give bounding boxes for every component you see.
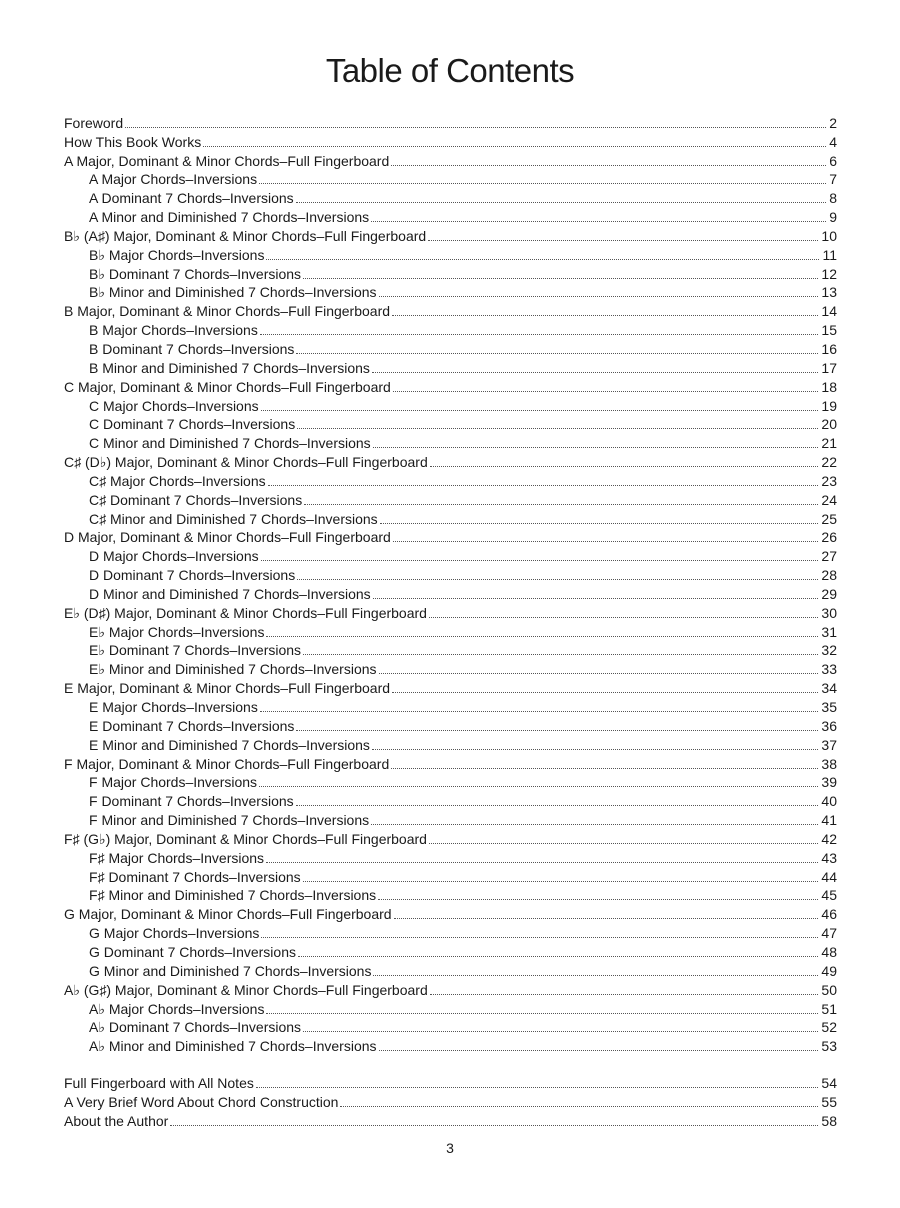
toc-entry-page: 22 xyxy=(821,454,837,471)
dot-leader xyxy=(379,296,819,297)
toc-entry-label: E Dominant 7 Chords–Inversions xyxy=(89,717,295,734)
page-number: 3 xyxy=(446,1140,454,1156)
toc-entry-label: A Major, Dominant & Minor Chords–Full Fingerboard xyxy=(64,152,390,169)
toc-entry-label: F Dominant 7 Chords–Inversions xyxy=(89,793,294,810)
toc-entry-label: G Major, Dominant & Minor Chords–Full Fingerboard xyxy=(64,906,392,923)
toc-entry-page: 6 xyxy=(829,152,837,169)
dot-leader xyxy=(303,881,819,882)
dot-leader xyxy=(266,862,818,863)
dot-leader xyxy=(297,579,818,580)
toc-entry-page: 48 xyxy=(821,943,837,960)
toc-entry-label: B Major, Dominant & Minor Chords–Full Fingerboard xyxy=(64,303,391,320)
toc-entry[interactable] xyxy=(64,602,837,621)
toc-subentry[interactable] xyxy=(64,432,837,451)
dot-leader xyxy=(373,975,818,976)
toc-entry[interactable] xyxy=(64,1110,837,1129)
toc-group xyxy=(64,1072,837,1129)
toc-subentry[interactable] xyxy=(64,696,837,715)
toc-entry-label: C Dominant 7 Chords–Inversions xyxy=(89,416,296,433)
dot-leader xyxy=(298,956,818,957)
toc-entry-page: 12 xyxy=(821,265,837,282)
toc-entry-label: C Major Chords–Inversions xyxy=(89,397,259,414)
dot-leader xyxy=(373,598,819,599)
toc-entry-label: G Dominant 7 Chords–Inversions xyxy=(89,943,296,960)
dot-leader xyxy=(379,673,819,674)
toc-subentry[interactable] xyxy=(64,621,837,640)
toc-entry-label: A Very Brief Word About Chord Construction xyxy=(64,1093,339,1110)
toc-entry-label: C♯ (D♭) Major, Dominant & Minor Chords–Full Fingerboard xyxy=(64,454,428,471)
toc-entry-label: A♭ Dominant 7 Chords–Inversions xyxy=(89,1019,302,1036)
dot-leader xyxy=(296,805,819,806)
dot-leader xyxy=(259,183,826,184)
toc-subentry[interactable] xyxy=(64,1017,837,1036)
toc-entry[interactable] xyxy=(64,300,837,319)
toc-entry[interactable] xyxy=(64,131,837,150)
toc-entry-page: 34 xyxy=(821,680,837,697)
toc-entry-page: 45 xyxy=(821,887,837,904)
toc-entry-page: 24 xyxy=(821,491,837,508)
toc-subentry[interactable] xyxy=(64,1035,837,1054)
toc-entry-label: How This Book Works xyxy=(64,133,202,150)
toc-entry[interactable] xyxy=(64,903,837,922)
toc-entry-page: 23 xyxy=(821,472,837,489)
toc-entry-page: 21 xyxy=(821,435,837,452)
toc-subentry[interactable] xyxy=(64,263,837,282)
toc-entry-page: 13 xyxy=(821,284,837,301)
toc-entry-label: E Major, Dominant & Minor Chords–Full Fingerboard xyxy=(64,680,391,697)
toc-entry-label: G Major Chords–Inversions xyxy=(89,925,260,942)
toc-entry-page: 42 xyxy=(821,830,837,847)
dot-leader xyxy=(392,315,818,316)
dot-leader xyxy=(392,692,818,693)
toc-entry-label: F Major, Dominant & Minor Chords–Full Fingerboard xyxy=(64,755,390,772)
dot-leader xyxy=(260,711,819,712)
toc-entry-label: F Major Chords–Inversions xyxy=(89,774,258,791)
dot-leader xyxy=(430,994,819,995)
toc-entry-label: B♭ Minor and Diminished 7 Chords–Inversions xyxy=(89,284,377,301)
dot-leader xyxy=(261,410,819,411)
dot-leader xyxy=(266,1013,818,1014)
toc-entry-page: 15 xyxy=(821,322,837,339)
dot-leader xyxy=(296,202,827,203)
dot-leader xyxy=(256,1087,819,1088)
toc-entry-label: A♭ Major Chords–Inversions xyxy=(89,1000,265,1017)
toc-entry-page: 25 xyxy=(821,510,837,527)
toc-entry-label: B Major Chords–Inversions xyxy=(89,322,258,339)
dot-leader xyxy=(259,786,818,787)
dot-leader xyxy=(379,1050,819,1051)
toc-entry[interactable] xyxy=(64,451,837,470)
toc-entry[interactable] xyxy=(64,753,837,772)
toc-entry[interactable] xyxy=(64,112,837,131)
dot-leader xyxy=(268,485,819,486)
toc-entry-page: 33 xyxy=(821,661,837,678)
dot-leader xyxy=(303,1031,818,1032)
dot-leader xyxy=(393,391,819,392)
page-title: Table of Contents xyxy=(325,52,575,89)
toc-subentry[interactable] xyxy=(64,847,837,866)
dot-leader xyxy=(372,372,819,373)
dot-leader xyxy=(372,749,819,750)
toc-entry-label: Full Fingerboard with All Notes xyxy=(64,1075,254,1092)
toc-entry-label: C♯ Dominant 7 Chords–Inversions xyxy=(89,491,303,508)
toc-entry-label: B♭ (A♯) Major, Dominant & Minor Chords–Full Fingerboard xyxy=(64,227,427,244)
dot-leader xyxy=(266,259,819,260)
dot-leader xyxy=(303,654,818,655)
toc-entry-page: 9 xyxy=(829,209,837,226)
toc-entry-page: 10 xyxy=(821,227,837,244)
toc-entry-page: 30 xyxy=(821,604,837,621)
toc-entry-page: 29 xyxy=(821,585,837,602)
toc-subentry[interactable] xyxy=(64,338,837,357)
toc-entry-label: F♯ Dominant 7 Chords–Inversions xyxy=(89,868,301,885)
toc-entry-page: 7 xyxy=(829,171,837,188)
toc-entry-label: A Major Chords–Inversions xyxy=(89,171,258,188)
toc-subentry[interactable] xyxy=(64,809,837,828)
dot-leader xyxy=(429,617,818,618)
toc-entry-page: 58 xyxy=(821,1112,837,1129)
dot-leader xyxy=(303,278,818,279)
dot-leader xyxy=(430,466,819,467)
toc-entry-label: Foreword xyxy=(64,114,124,131)
toc-entry-page: 50 xyxy=(821,981,837,998)
toc-entry[interactable] xyxy=(64,677,837,696)
toc-entry-label: G Minor and Diminished 7 Chords–Inversions xyxy=(89,962,372,979)
toc-entry-label: C♯ Major Chords–Inversions xyxy=(89,472,266,489)
dot-leader xyxy=(391,768,818,769)
dot-leader xyxy=(125,127,826,128)
toc-entry-label: E♭ Major Chords–Inversions xyxy=(89,623,265,640)
toc-entry-label: D Major, Dominant & Minor Chords–Full Fingerboard xyxy=(64,529,391,546)
dot-leader xyxy=(297,428,818,429)
toc-entry-page: 51 xyxy=(821,1000,837,1017)
toc-entry-label: F♯ Minor and Diminished 7 Chords–Inversions xyxy=(89,887,377,904)
toc-subentry[interactable] xyxy=(64,395,837,414)
dot-leader xyxy=(371,221,826,222)
toc-entry-label: E♭ Dominant 7 Chords–Inversions xyxy=(89,642,302,659)
toc-entry[interactable] xyxy=(64,150,837,169)
toc-entry-label: B♭ Dominant 7 Chords–Inversions xyxy=(89,265,302,282)
toc-entry-page: 26 xyxy=(821,529,837,546)
toc-entry[interactable] xyxy=(64,979,837,998)
toc-subentry[interactable] xyxy=(64,282,837,301)
toc-entry-label: C Major, Dominant & Minor Chords–Full Fingerboard xyxy=(64,378,391,395)
toc-subentry[interactable] xyxy=(64,169,837,188)
toc-entry[interactable] xyxy=(64,1091,837,1110)
dot-leader xyxy=(170,1125,818,1126)
toc-entry-page: 47 xyxy=(821,925,837,942)
toc-entry-label: B Dominant 7 Chords–Inversions xyxy=(89,340,295,357)
toc-subentry[interactable] xyxy=(64,583,837,602)
toc-subentry[interactable] xyxy=(64,772,837,791)
toc-entry-page: 44 xyxy=(821,868,837,885)
toc-entry-page: 43 xyxy=(821,849,837,866)
toc-entry-page: 4 xyxy=(829,133,837,150)
toc-entry-label: A Minor and Diminished 7 Chords–Inversions xyxy=(89,209,370,226)
toc-subentry[interactable] xyxy=(64,941,837,960)
toc-subentry[interactable] xyxy=(64,998,837,1017)
toc-entry-page: 11 xyxy=(822,246,837,263)
toc-entry-label: F♯ Major Chords–Inversions xyxy=(89,849,265,866)
dot-leader xyxy=(391,165,826,166)
dot-leader xyxy=(261,560,819,561)
toc-subentry[interactable] xyxy=(64,866,837,885)
toc-subentry[interactable] xyxy=(64,734,837,753)
toc-entry-page: 38 xyxy=(821,755,837,772)
toc-entry-label: A♭ Minor and Diminished 7 Chords–Inversions xyxy=(89,1038,377,1055)
toc-entry-page: 46 xyxy=(821,906,837,923)
toc-entry-page: 32 xyxy=(821,642,837,659)
toc-entry-label: D Major Chords–Inversions xyxy=(89,548,259,565)
dot-leader xyxy=(261,937,818,938)
toc-entry-label: E Minor and Diminished 7 Chords–Inversions xyxy=(89,736,370,753)
dot-leader xyxy=(266,636,818,637)
dot-leader xyxy=(371,824,818,825)
toc-subentry[interactable] xyxy=(64,319,837,338)
toc-entry-page: 54 xyxy=(821,1075,837,1092)
toc-subentry[interactable] xyxy=(64,545,837,564)
toc-entry-label: C Minor and Diminished 7 Chords–Inversions xyxy=(89,435,371,452)
toc-subentry[interactable] xyxy=(64,960,837,979)
toc-subentry[interactable] xyxy=(64,206,837,225)
toc-subentry[interactable] xyxy=(64,489,837,508)
toc-subentry[interactable] xyxy=(64,885,837,904)
toc-entry-label: C♯ Minor and Diminished 7 Chords–Inversions xyxy=(89,510,378,527)
dot-leader xyxy=(304,504,818,505)
toc-entry-page: 49 xyxy=(821,962,837,979)
toc-subentry[interactable] xyxy=(64,357,837,376)
toc-entry-page: 8 xyxy=(829,190,837,207)
toc-entry-page: 17 xyxy=(821,359,837,376)
toc-entry-label: A♭ (G♯) Major, Dominant & Minor Chords–Full Fingerboard xyxy=(64,981,428,998)
toc-entry-page: 40 xyxy=(821,793,837,810)
toc-entry-page: 27 xyxy=(821,548,837,565)
toc-entry[interactable] xyxy=(64,225,837,244)
toc-subentry[interactable] xyxy=(64,187,837,206)
dot-leader xyxy=(296,730,818,731)
dot-leader xyxy=(393,541,819,542)
dot-leader xyxy=(296,353,818,354)
toc-entry-label: D Minor and Diminished 7 Chords–Inversions xyxy=(89,585,371,602)
toc-entry-label: B♭ Major Chords–Inversions xyxy=(89,246,265,263)
dot-leader xyxy=(373,447,819,448)
toc-subentry[interactable] xyxy=(64,414,837,433)
dot-leader xyxy=(428,240,818,241)
toc-entry-page: 53 xyxy=(821,1038,837,1055)
toc-entry-page: 52 xyxy=(821,1019,837,1036)
dot-leader xyxy=(394,918,819,919)
toc-entry-label: D Dominant 7 Chords–Inversions xyxy=(89,567,296,584)
toc-entry-page: 55 xyxy=(821,1093,837,1110)
toc-subentry[interactable] xyxy=(64,640,837,659)
toc-entry-page: 39 xyxy=(821,774,837,791)
toc-group xyxy=(64,112,837,1054)
dot-leader xyxy=(429,843,818,844)
toc-entry[interactable] xyxy=(64,527,837,546)
toc-entry-label: A Dominant 7 Chords–Inversions xyxy=(89,190,294,207)
toc-subentry[interactable] xyxy=(64,244,837,263)
toc-subentry[interactable] xyxy=(64,470,837,489)
toc-subentry[interactable] xyxy=(64,658,837,677)
toc-entry-page: 19 xyxy=(821,397,837,414)
toc-entry-label: B Minor and Diminished 7 Chords–Inversions xyxy=(89,359,370,376)
toc-entry-label: E♭ Minor and Diminished 7 Chords–Inversions xyxy=(89,661,377,678)
toc-entry-page: 16 xyxy=(821,340,837,357)
toc-entry-label: About the Author xyxy=(64,1112,169,1129)
toc-entry-page: 35 xyxy=(821,699,837,715)
toc-subentry[interactable] xyxy=(64,715,837,734)
toc-entry-page: 18 xyxy=(821,378,837,395)
toc-entry-label: F Minor and Diminished 7 Chords–Inversions xyxy=(89,812,370,829)
toc-entry-label: E♭ (D♯) Major, Dominant & Minor Chords–Full Fingerboard xyxy=(64,604,427,621)
toc-entry[interactable] xyxy=(64,1072,837,1091)
dot-leader xyxy=(260,334,819,335)
toc-entry[interactable] xyxy=(64,828,837,847)
toc-entry-page: 2 xyxy=(829,114,837,131)
toc-entry-page: 20 xyxy=(821,416,837,433)
toc-entry[interactable] xyxy=(64,376,837,395)
toc-subentry[interactable] xyxy=(64,508,837,527)
toc-subentry[interactable] xyxy=(64,564,837,583)
toc-entry-page: 41 xyxy=(821,812,837,829)
toc-entry-page: 37 xyxy=(821,736,837,753)
dot-leader xyxy=(380,523,819,524)
toc-subentry[interactable] xyxy=(64,790,837,809)
toc-entry-page: 31 xyxy=(821,623,837,640)
toc-entry-label: F♯ (G♭) Major, Dominant & Minor Chords–Full Fingerboard xyxy=(64,830,427,847)
toc-entry-label: E Major Chords–Inversions xyxy=(89,699,258,715)
toc-entry-page: 28 xyxy=(821,567,837,584)
toc-subentry[interactable] xyxy=(64,922,837,941)
dot-leader xyxy=(203,146,826,147)
toc-entry-page: 36 xyxy=(821,717,837,734)
dot-leader xyxy=(340,1106,818,1107)
table-of-contents xyxy=(64,112,837,1129)
dot-leader xyxy=(378,899,818,900)
toc-entry-page: 14 xyxy=(821,303,837,320)
